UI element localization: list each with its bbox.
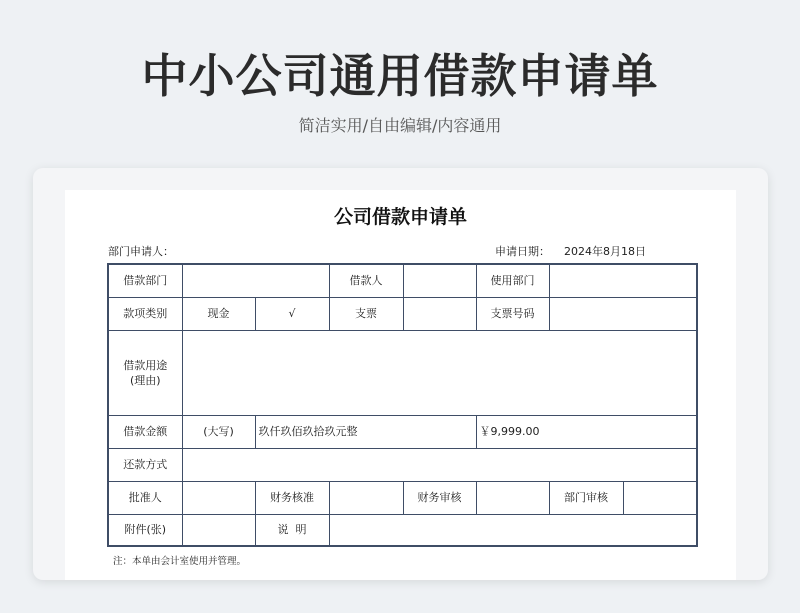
loan-dept-field[interactable] [182, 264, 329, 297]
table-row [108, 448, 697, 481]
form-sheet [65, 190, 736, 580]
check-label: 支票 [329, 297, 403, 330]
borrower-label: 借款人 [329, 264, 403, 297]
use-dept-field[interactable] [549, 264, 697, 297]
apply-date-label: 申请日期： [495, 245, 550, 258]
finance-audit-field[interactable] [476, 481, 549, 514]
check-field[interactable] [403, 297, 476, 330]
repay-label: 还款方式 [108, 448, 182, 481]
uppercase-label: (大写) [182, 415, 255, 448]
finance-check-label: 财务核准 [255, 481, 329, 514]
check-no-label: 支票号码 [476, 297, 549, 330]
approver-label: 批准人 [108, 481, 182, 514]
amount-label: 借款金额 [108, 415, 182, 448]
apply-date-value[interactable]: 2024年8月18日 [564, 245, 646, 258]
cash-check-field[interactable]: √ [255, 297, 329, 330]
uppercase-amount-field[interactable]: 玖仟玖佰玖拾玖元整 [255, 415, 476, 448]
use-dept-label: 使用部门 [476, 264, 549, 297]
purpose-field[interactable] [182, 330, 697, 415]
page-subtitle: 简洁实用/自由编辑/内容通用 [298, 116, 502, 135]
department-applicant-label: 部门申请人： [108, 245, 174, 258]
dept-audit-field[interactable] [623, 481, 697, 514]
approver-field[interactable] [182, 481, 255, 514]
page-title: 中小公司通用借款申请单 [141, 49, 659, 103]
table-row [108, 481, 697, 514]
finance-audit-label: 财务审核 [403, 481, 476, 514]
dept-audit-label: 部门审核 [549, 481, 623, 514]
amount-field[interactable]: ￥9,999.00 [476, 415, 697, 448]
table-row [108, 514, 697, 546]
loan-application-table [107, 263, 698, 547]
purpose-label: 借款用途 (理由) [108, 330, 182, 415]
borrower-field[interactable] [403, 264, 476, 297]
category-label: 款项类别 [108, 297, 182, 330]
table-row [108, 415, 697, 448]
form-title: 公司借款申请单 [333, 206, 467, 228]
table-row [108, 297, 697, 330]
remark-field[interactable] [329, 514, 697, 546]
table-row [108, 330, 697, 415]
attachments-field[interactable] [182, 514, 255, 546]
repay-field[interactable] [182, 448, 697, 481]
check-no-field[interactable] [549, 297, 697, 330]
loan-dept-label: 借款部门 [108, 264, 182, 297]
table-row [108, 264, 697, 297]
cash-label: 现金 [182, 297, 255, 330]
remark-label: 说 明 [255, 514, 329, 546]
attachments-label: 附件(张) [108, 514, 182, 546]
apply-date [495, 243, 646, 259]
footnote: 注：本单由会计室使用并管理。 [113, 556, 247, 567]
finance-check-field[interactable] [329, 481, 403, 514]
document-card [33, 168, 768, 580]
